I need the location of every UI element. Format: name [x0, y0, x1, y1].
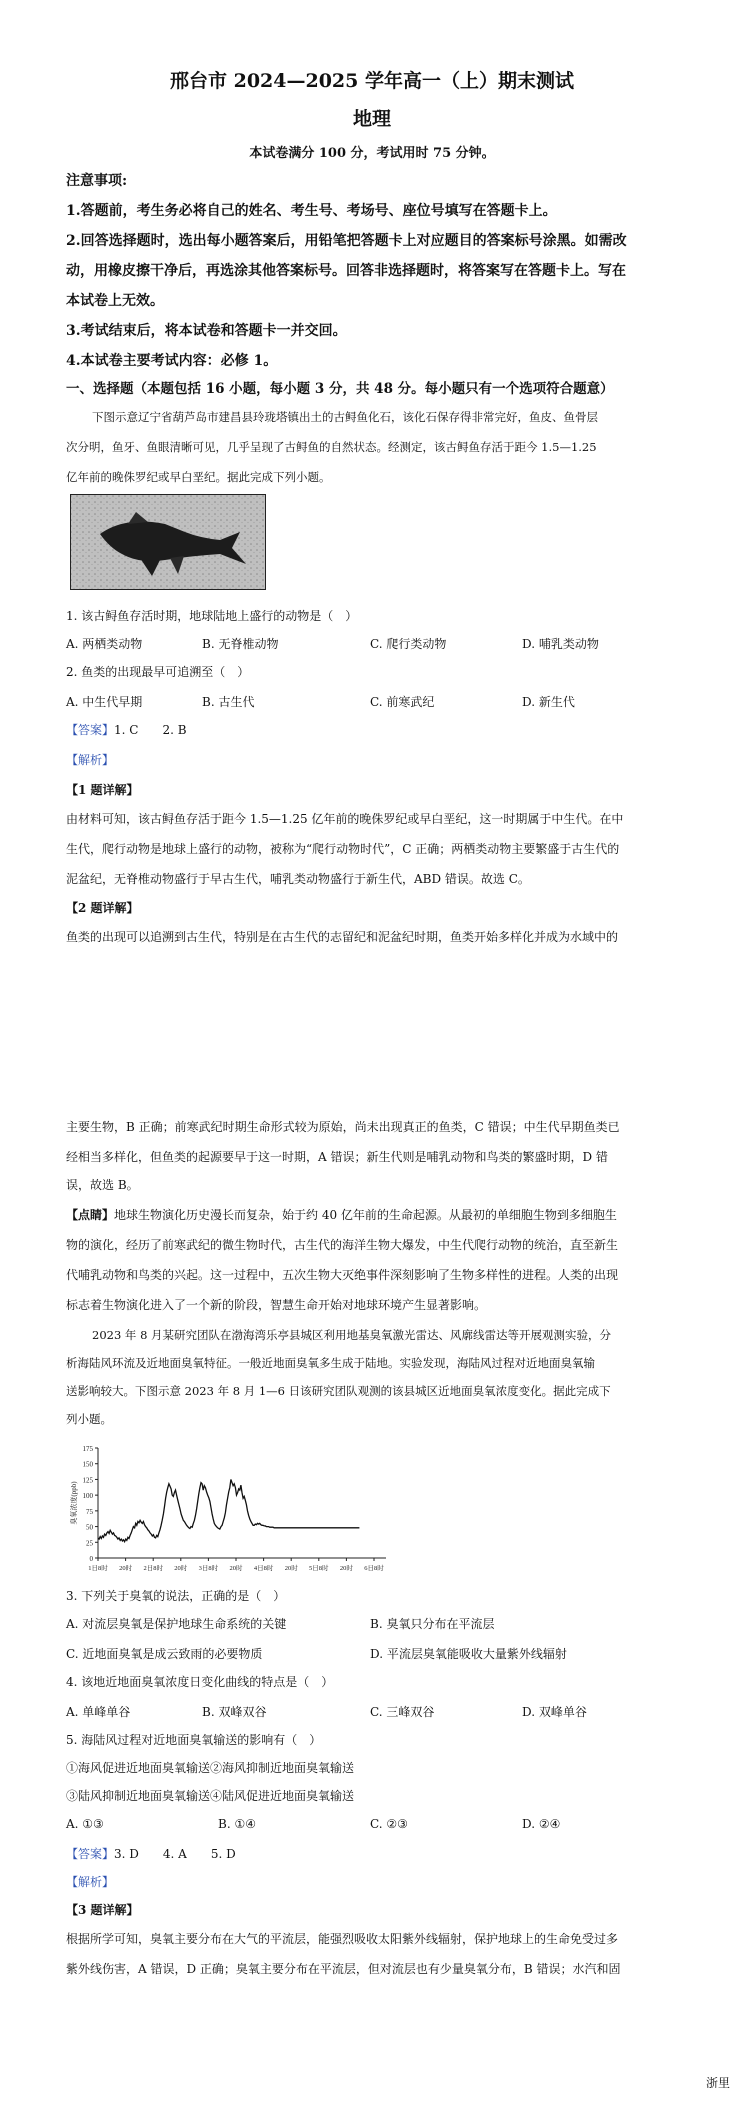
y-tick-label: 50: [86, 1523, 93, 1532]
q1-option-b: B. 无脊椎动物: [202, 637, 279, 651]
y-tick-label: 125: [82, 1476, 93, 1485]
note-4: 4.本试卷主要考试内容：必修 1。: [66, 353, 278, 369]
detail1-line1: 由材料可知，该古鲟鱼存活于距今 1.5—1.25 亿年前的晚侏罗纪或早白垩纪，这一时期属于中生代。在中: [66, 812, 624, 826]
note-3: 3.考试结束后，将本试卷和答题卡一并交回。: [66, 323, 347, 339]
x-tick-label: 4日8时: [253, 1565, 274, 1572]
q5-statement2: ③陆风抑制近地面臭氧输送④陆风促进近地面臭氧输送: [66, 1789, 355, 1803]
material1-line3: 亿年前的晚侏罗纪或早白垩纪。据此完成下列小题。: [66, 470, 331, 484]
note-2c: 本试卷上无效。: [66, 293, 164, 309]
tip-line2: 物的演化，经历了前寒武纪的微生物时代，古生代的海洋生物大爆发，中生代爬行动物的统治，直至新生: [66, 1238, 619, 1252]
material2-line3: 送影响较大。下图示意 2023 年 8 月 1—6 日该研究团队观测的该县城区近地面臭氧浓度变化。据此完成下: [66, 1384, 611, 1398]
detail1-line3: 泥盆纪，无脊椎动物盛行于早古生代，哺乳类动物盛行于新生代，ABD 错误。故选 C。: [66, 872, 530, 886]
note-2b: 动，用橡皮擦干净后，再选涂其他答案标号。回答非选择题时，将答案写在答题卡上。写在: [66, 263, 626, 279]
footer-mark: 浙里: [705, 2076, 730, 2090]
q2-option-a: A. 中生代早期: [66, 695, 143, 709]
x-tick-label: 20时: [284, 1565, 298, 1572]
y-tick-label: 100: [82, 1492, 93, 1501]
q3-option-c: C. 近地面臭氧是成云致雨的必要物质: [66, 1647, 263, 1661]
x-tick-label: 1日8时: [88, 1565, 108, 1572]
material2-line1: 2023 年 8 月某研究团队在渤海湾乐亭县城区利用地基臭氧激光雷达、风廓线雷达等开展观测实验，分: [92, 1328, 612, 1342]
analysis-tag: 【解析】: [66, 753, 115, 767]
detail1-line2: 生代，爬行动物是地球上盛行的动物，被称为“爬行动物时代”，C 正确；两栖类动物主要繁盛于古生代的: [66, 842, 620, 856]
subject-title: 地理: [352, 108, 391, 130]
x-tick-label: 20时: [229, 1565, 243, 1572]
score-line: 本试卷满分 100 分，考试用时 75 分钟。: [249, 146, 495, 161]
x-tick-label: 2日8时: [143, 1565, 163, 1572]
detail2-tag: 【2 题详解】: [66, 901, 139, 915]
q1-option-c: C. 爬行类动物: [370, 637, 447, 651]
detail3-tag: 【3 题详解】: [66, 1903, 139, 1917]
tip-line4: 标志着生物演化进入了一个新的阶段，智慧生命开始对地球环境产生显著影响。: [66, 1298, 487, 1312]
ozone-chart: [66, 1440, 406, 1580]
material1-line2: 次分明，鱼牙、鱼眼清晰可见，几乎呈现了古鲟鱼的自然状态。经测定，该古鲟鱼存活于距今 1.5—1.25: [66, 440, 597, 454]
ozone-series-line: [98, 1479, 359, 1541]
q2-stem: 2. 鱼类的出现最早可追溯至（ ）: [66, 665, 250, 679]
q4-option-a: A. 单峰单谷: [66, 1705, 131, 1719]
material2-line4: 列小题。: [66, 1412, 112, 1426]
x-tick-label: 20时: [119, 1565, 133, 1572]
q4-option-d: D. 双峰单谷: [522, 1705, 587, 1719]
q5-option-a: A. ①③: [66, 1817, 104, 1831]
q3-option-b: B. 臭氧只分布在平流层: [370, 1617, 495, 1631]
q5-statement1: ①海风促进近地面臭氧输送②海风抑制近地面臭氧输送: [66, 1761, 355, 1775]
analysis-tag-2: 【解析】: [66, 1875, 115, 1889]
detail2-line3: 经相当多样化，但鱼类的起源要早于这一时期，A 错误；新生代则是哺乳动物和鸟类的繁盛时期，D 错: [66, 1150, 608, 1164]
y-tick-label: 150: [82, 1460, 93, 1469]
exam-title: 邢台市 2024—2025 学年高一（上）期末测试: [170, 70, 574, 92]
y-tick-label: 175: [82, 1445, 93, 1453]
detail2-line1: 鱼类的出现可以追溯到古生代，特别是在古生代的志留纪和泥盆纪时期，鱼类开始多样化并成为水域中的: [66, 930, 619, 944]
q2-option-c: C. 前寒武纪: [370, 695, 435, 709]
x-tick-label: 20时: [339, 1565, 353, 1572]
detail2-line4: 误，故选 B。: [66, 1178, 139, 1192]
answer-text: 1. C 2. B: [114, 723, 187, 737]
q3-option-d: D. 平流层臭氧能吸收大量紫外线辐射: [370, 1647, 567, 1661]
tip-line1: [66, 1202, 686, 1228]
detail2-line2: 主要生物，B 正确；前寒武纪时期生命形式较为原始，尚未出现真正的鱼类，C 错误；中生代早期鱼类已: [66, 1120, 620, 1134]
q2-option-d: D. 新生代: [522, 695, 575, 709]
y-tick-label: 75: [86, 1507, 93, 1516]
material2-line2: 析海陆风环流及近地面臭氧特征。一般近地面臭氧多生成于陆地。实验发现，海陆风过程对近地面臭氧输: [66, 1356, 595, 1370]
detail3-line2: 紫外线伤害，A 错误，D 正确；臭氧主要分布在平流层，但对流层也有少量臭氧分布，B 错误；水汽和固: [66, 1962, 621, 1976]
section-heading: 一、选择题（本题包括 16 小题，每小题 3 分，共 48 分。每小题只有一个选项符合题意）: [66, 381, 614, 397]
note-1: 1.答题前，考生务必将自己的姓名、考生号、考场号、座位号填写在答题卡上。: [66, 203, 557, 219]
answer-tag: 【答案】: [66, 723, 115, 737]
y-axis-label: 臭氧浓度(ppb): [70, 1481, 78, 1525]
q4-stem: 4. 该地近地面臭氧浓度日变化曲线的特点是（ ）: [66, 1675, 334, 1689]
detail1-tag: 【1 题详解】: [66, 783, 139, 797]
material1-line1: 下图示意辽宁省葫芦岛市建昌县玲珑塔镇出土的古鲟鱼化石，该化石保存得非常完好，鱼皮、鱼骨层: [92, 410, 598, 424]
answer-block-2: [66, 1844, 236, 1864]
q5-option-c: C. ②③: [370, 1817, 408, 1831]
tip-line3: 代哺乳动物和鸟类的兴起。这一过程中，五次生物大灭绝事件深刻影响了生物多样性的进程。人类的出现: [66, 1268, 619, 1282]
q4-option-b: B. 双峰双谷: [202, 1705, 267, 1719]
y-tick-label: 25: [86, 1539, 93, 1548]
answer-block-1: [66, 720, 187, 740]
q1-option-d: D. 哺乳类动物: [522, 637, 599, 651]
note-2a: 2.回答选择题时，选出每小题答案后，用铅笔把答题卡上对应题目的答案标号涂黑。如需改: [66, 233, 627, 249]
x-tick-label: 5日8时: [309, 1565, 329, 1572]
tip-tag: 【点睛】: [66, 1208, 115, 1222]
q1-option-a: A. 两栖类动物: [66, 637, 143, 651]
notes-heading: 注意事项:: [66, 173, 128, 189]
q5-stem: 5. 海陆风过程对近地面臭氧输送的影响有（ ）: [66, 1733, 322, 1747]
fossil-photo: [70, 494, 266, 590]
q5-option-b: B. ①④: [218, 1817, 256, 1831]
q2-option-b: B. 古生代: [202, 695, 255, 709]
answer2-tag: 【答案】: [66, 1847, 115, 1861]
x-tick-label: 20时: [174, 1565, 188, 1572]
y-tick-label: 0: [89, 1555, 93, 1563]
q5-option-d: D. ②④: [522, 1817, 561, 1831]
x-tick-label: 6日8时: [364, 1565, 384, 1572]
detail3-line1: 根据所学可知，臭氧主要分布在大气的平流层，能强烈吸收太阳紫外线辐射，保护地球上的生命免受过多: [66, 1932, 619, 1946]
answer2-text: 3. D 4. A 5. D: [114, 1847, 236, 1861]
x-tick-label: 3日8时: [198, 1565, 219, 1572]
q3-option-a: A. 对流层臭氧是保护地球生命系统的关键: [66, 1617, 287, 1631]
q1-stem: 1. 该古鲟鱼存活时期，地球陆地上盛行的动物是（ ）: [66, 609, 358, 623]
q3-stem: 3. 下列关于臭氧的说法，正确的是（ ）: [66, 1589, 286, 1603]
tip-text1: 地球生物演化历史漫长而复杂，始于约 40 亿年前的生命起源。从最初的单细胞生物到多细胞生: [114, 1208, 617, 1222]
q4-option-c: C. 三峰双谷: [370, 1705, 435, 1719]
